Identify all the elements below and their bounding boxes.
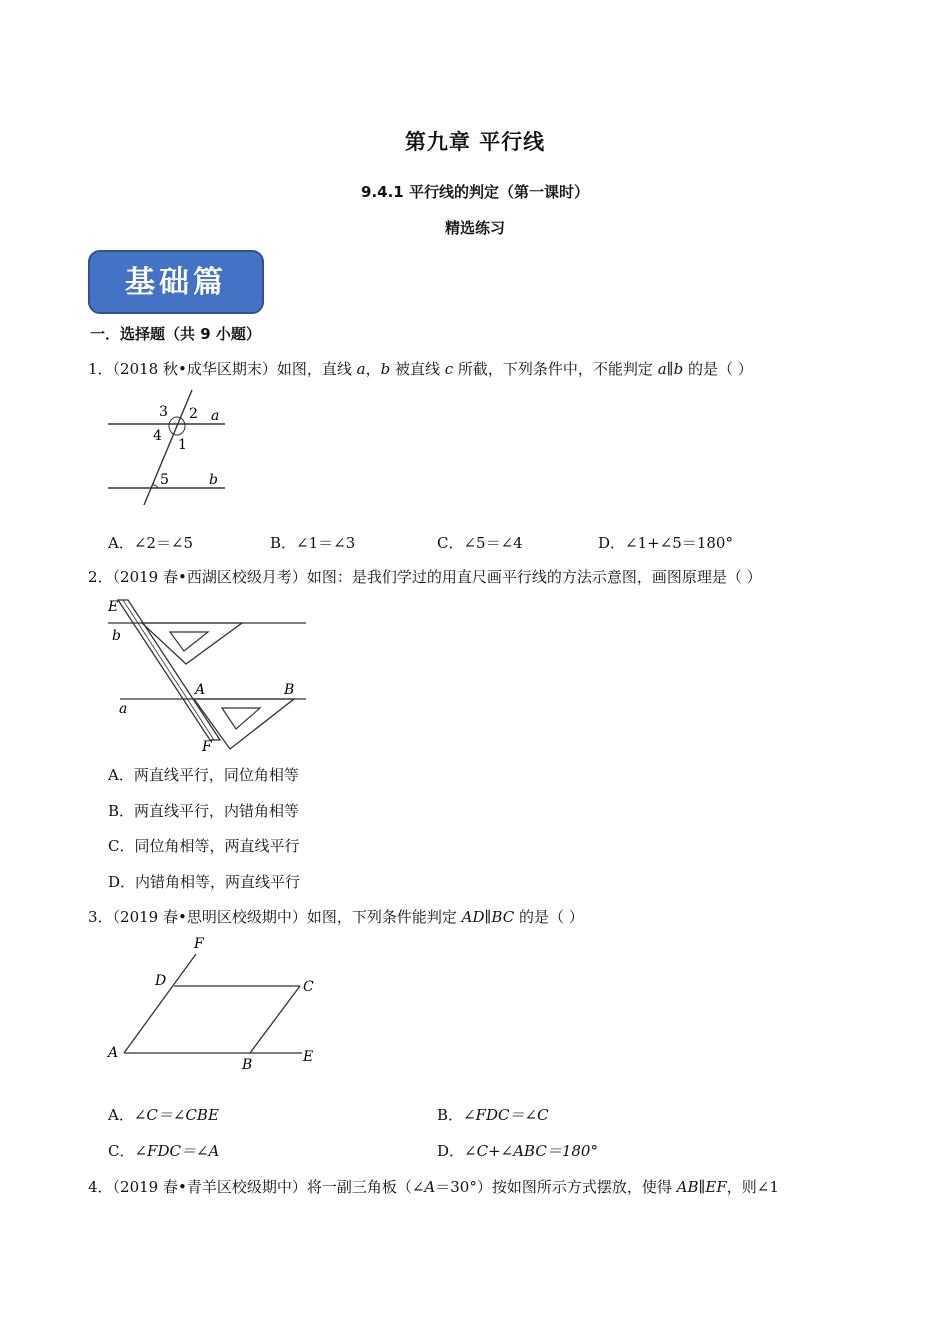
fig2-label-B: B — [284, 682, 295, 698]
math-expr: C+∠ABC＝180° — [476, 1142, 598, 1160]
math-expr: FDC＝∠A — [147, 1142, 220, 1160]
question-number: 3． — [88, 908, 113, 926]
math-expr: AB∥EF — [676, 1178, 727, 1196]
math-var: A — [424, 1178, 436, 1196]
fig3-label-A: A — [108, 1045, 119, 1061]
math-expr: a∥b — [657, 360, 684, 378]
q3-option-c[interactable] — [108, 1140, 219, 1161]
q1-option-c[interactable]: C．∠5＝∠4 — [437, 534, 523, 552]
question-text: 如图：是我们学过的用直尺画平行线的方法示意图，画图原理是（ ） — [306, 568, 762, 586]
figure-1 — [100, 385, 240, 510]
q2-option-d[interactable]: D．内错角相等，两直线平行 — [108, 873, 301, 891]
fig3-label-B: B — [242, 1057, 253, 1073]
lesson-title: 9.4.1 平行线的判定（第一课时） — [361, 183, 589, 201]
question-text: ， — [365, 360, 381, 378]
question-4 — [88, 1176, 779, 1197]
question-text: 的是（ ） — [683, 360, 753, 378]
fig3-label-E: E — [303, 1049, 314, 1065]
fig3-label-D: D — [155, 973, 167, 989]
math-expr: FDC＝∠C — [475, 1106, 549, 1124]
question-text: ，则∠1 — [726, 1178, 779, 1196]
figure-2 — [104, 594, 314, 754]
q3-option-a[interactable] — [108, 1104, 219, 1125]
question-2 — [88, 566, 762, 587]
question-number: 2． — [88, 568, 113, 586]
question-source: （2019 春•思明区校级期中） — [112, 908, 307, 926]
chapter-title: 第九章 平行线 — [404, 130, 546, 154]
fig2-label-E: E — [108, 599, 119, 615]
question-number: 4． — [88, 1178, 113, 1196]
q2-option-b[interactable]: B．两直线平行，内错角相等 — [108, 802, 300, 820]
question-source: （2019 春•西湖区校级月考） — [112, 568, 307, 586]
fig1-label-1: 1 — [178, 437, 187, 453]
option-prefix: D．∠ — [437, 1142, 477, 1160]
fig2-label-b: b — [112, 628, 121, 644]
question-source: （2019 春•青羊区校级期中） — [112, 1178, 307, 1196]
q1-option-b[interactable]: B．∠1＝∠3 — [270, 534, 356, 552]
question-source: （2018 秋•成华区期末） — [112, 360, 277, 378]
question-text: 如图，下列条件能判定 — [306, 908, 462, 926]
question-text: 所截，下列条件中，不能判定 — [453, 360, 658, 378]
level-badge: 基础篇 — [88, 250, 264, 314]
fig2-label-a: a — [119, 701, 128, 717]
math-var: a — [356, 360, 366, 378]
fig3-label-F: F — [194, 936, 204, 952]
q1-option-a[interactable]: A．∠2＝∠5 — [108, 534, 194, 552]
fig3-label-C: C — [303, 979, 314, 995]
option-prefix: C．∠ — [108, 1142, 148, 1160]
q3-option-b[interactable] — [437, 1104, 549, 1125]
question-text: 如图，直线 — [276, 360, 357, 378]
section-heading: 一．选择题（共 9 小题） — [90, 325, 261, 343]
question-text: 被直线 — [390, 360, 445, 378]
question-text: 的是（ ） — [514, 908, 584, 926]
fig1-label-5: 5 — [160, 472, 169, 488]
fig2-label-F: F — [202, 739, 212, 754]
math-var: c — [444, 360, 454, 378]
fig1-label-a: a — [211, 408, 220, 424]
option-prefix: B．∠ — [437, 1106, 476, 1124]
fig1-label-3: 3 — [159, 404, 168, 420]
q2-option-a[interactable]: A．两直线平行，同位角相等 — [108, 766, 299, 784]
question-text: ＝30°）按如图所示方式摆放，使得 — [435, 1178, 677, 1196]
math-expr: C＝∠CBE — [146, 1106, 219, 1124]
math-var: b — [380, 360, 391, 378]
question-3 — [88, 906, 584, 927]
question-text: 将一副三角板（∠ — [306, 1178, 425, 1196]
figure-3 — [104, 934, 324, 1076]
question-1 — [88, 358, 753, 379]
q3-option-d[interactable] — [437, 1140, 598, 1161]
question-number: 1． — [88, 360, 113, 378]
fig1-label-2: 2 — [189, 406, 198, 422]
practice-label: 精选练习 — [444, 219, 505, 237]
fig1-label-b: b — [209, 472, 218, 488]
fig1-label-4: 4 — [153, 428, 162, 444]
q2-option-c[interactable]: C．同位角相等，两直线平行 — [108, 837, 300, 855]
math-expr: AD∥BC — [461, 908, 515, 926]
fig2-label-A: A — [195, 682, 206, 698]
option-prefix: A．∠ — [108, 1106, 147, 1124]
q1-option-d[interactable]: D．∠1+∠5＝180° — [598, 534, 733, 552]
